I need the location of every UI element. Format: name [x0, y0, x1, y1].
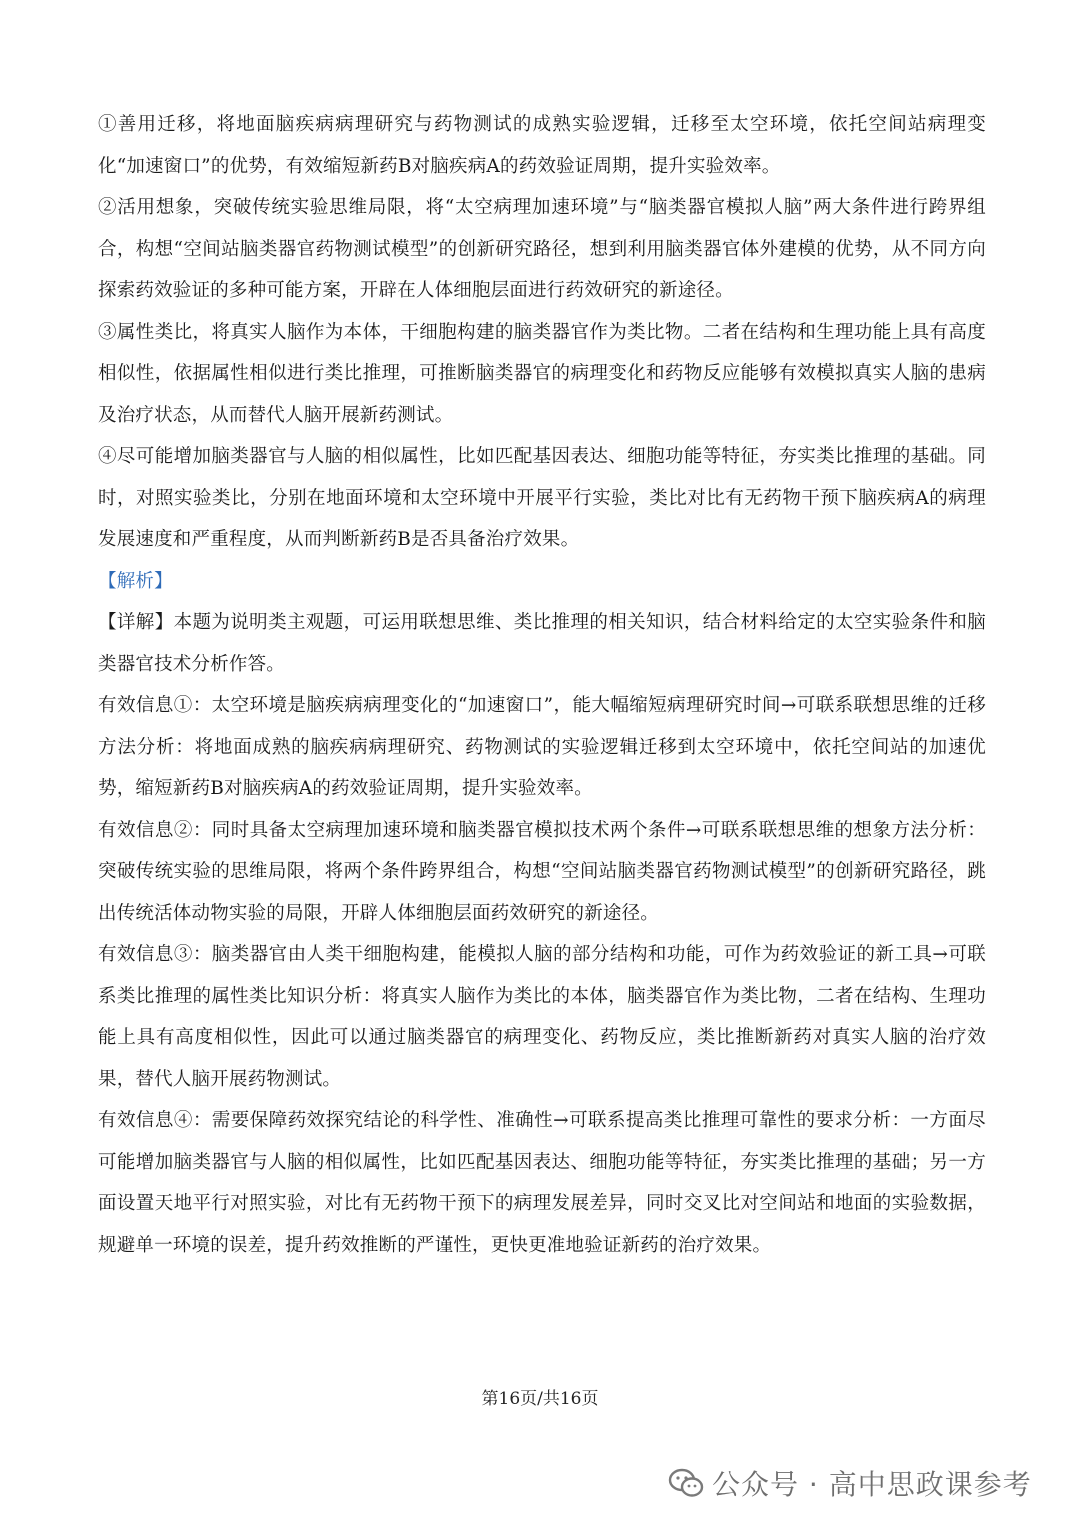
watermark-text: 公众号 · 高中思政课参考 [712, 1468, 1032, 1501]
answer-paragraph-4: ④尽可能增加脑类器官与人脑的相似属性，比如匹配基因表达、细胞功能等特征，夯实类比推理的基础。同时，对照实验类比，分别在地面环境和太空环境中开展平行实验，类比对比有无药物干预下脑疾病A的病理发展速度和严重程度，从而判断新药B是否具备治疗效果。 [98, 446, 986, 550]
detail-paragraph-5: 有效信息④：需要保障药效探究结论的科学性、准确性→可联系提高类比推理可靠性的要求分析：一方面尽可能增加脑类器官与人脑的相似属性，比如匹配基因表达、细胞功能等特征，夯实类比推理的基础；另一方面设置天地平行对照实验，对比有无药物干预下的病理发展差异，同时交叉比对空间站和地面的实验数据，规避单一环境的误差，提升药效推断的严谨性，更快更准地验证新药的治疗效果。 [98, 1110, 986, 1256]
document-body [98, 104, 986, 1266]
answer-paragraph-1: ①善用迁移，将地面脑疾病病理研究与药物测试的成熟实验逻辑，迁移至太空环境，依托空间站病理变化“加速窗口”的优势，有效缩短新药B对脑疾病A的药效验证周期，提升实验效率。 [98, 114, 986, 177]
detail-paragraph-4: 有效信息③：脑类器官由人类干细胞构建，能模拟人脑的部分结构和功能，可作为药效验证的新工具→可联系类比推理的属性类比知识分析：将真实人脑作为类比的本体，脑类器官作为类比物，二者在结构、生理功能上具有高度相似性，因此可以通过脑类器官的病理变化、药物反应，类比推断新药对真实人脑的治疗效果，替代人脑开展药物测试。 [98, 944, 986, 1090]
answer-paragraph-3: ③属性类比，将真实人脑作为本体，干细胞构建的脑类器官作为类比物。二者在结构和生理功能上具有高度相似性，依据属性相似进行类比推理，可推断脑类器官的病理变化和药物反应能够有效模拟真实人脑的患病及治疗状态，从而替代人脑开展新药测试。 [98, 321, 986, 426]
detail-paragraph-1: 【详解】本题为说明类主观题，可运用联想思维、类比推理的相关知识，结合材料给定的太空实验条件和脑类器官技术分析作答。 [98, 612, 986, 675]
watermark [668, 1458, 1032, 1508]
wechat-icon [668, 1468, 704, 1498]
detail-paragraph-3: 有效信息②：同时具备太空病理加速环境和脑类器官模拟技术两个条件→可联系联想思维的想象方法分析：突破传统实验的思维局限，将两个条件跨界组合，构想“空间站脑类器官药物测试模型”的创新研究路径，跳出传统活体动物实验的局限，开辟人体细胞层面药效研究的新途径。 [98, 819, 986, 924]
analysis-heading: 【解析】 [98, 570, 173, 592]
answer-paragraph-2: ②活用想象，突破传统实验思维局限，将“太空病理加速环境”与“脑类器官模拟人脑”两大条件进行跨界组合，构想“空间站脑类器官药物测试模型”的创新研究路径，想到利用脑类器官体外建模的优势，从不同方向探索药效验证的多种可能方案，开辟在人体细胞层面进行药效研究的新途径。 [98, 197, 986, 301]
detail-paragraph-2: 有效信息①：太空环境是脑疾病病理变化的“加速窗口”，能大幅缩短病理研究时间→可联系联想思维的迁移方法分析：将地面成熟的脑疾病病理研究、药物测试的实验逻辑迁移到太空环境中，依托空间站的加速优势，缩短新药B对脑疾病A的药效验证周期，提升实验效率。 [98, 695, 986, 799]
page-number: 第16页/共16页 [481, 1389, 599, 1409]
